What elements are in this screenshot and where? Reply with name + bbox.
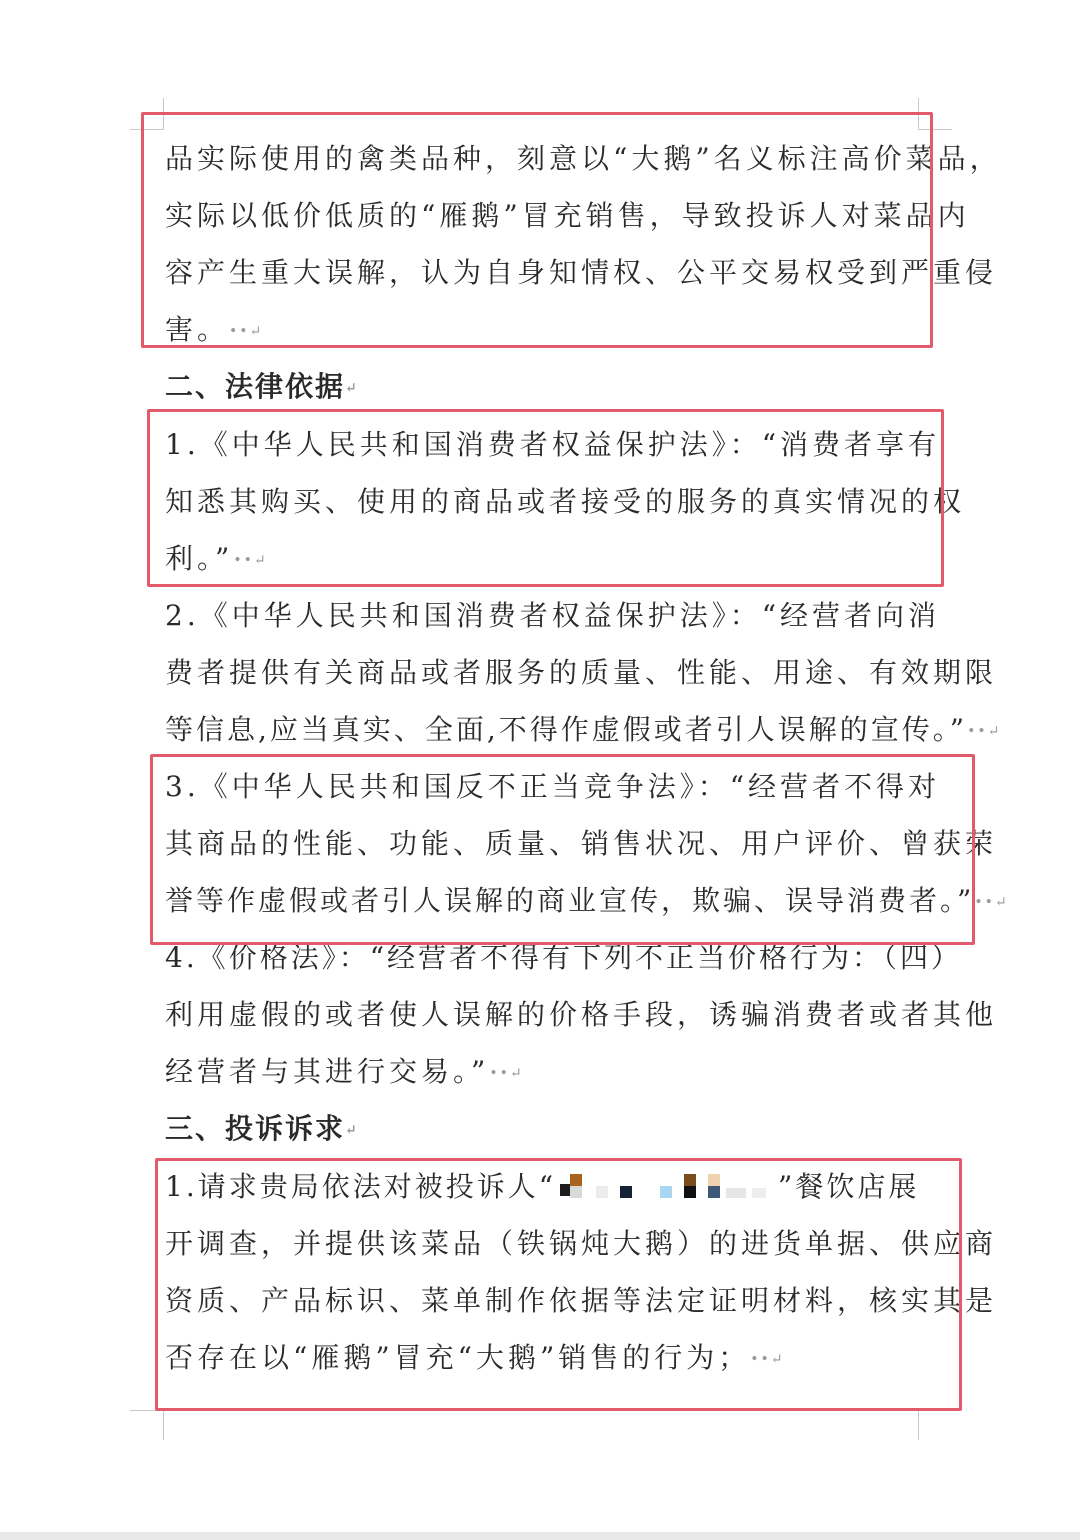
law-line: 利用虚假的或者使人误解的价格手段，诱骗消费者或者其他: [165, 998, 998, 1031]
space-dots-mark: ••: [233, 552, 254, 569]
law-line: 2.《中华人民共和国消费者权益保护法》：“经营者向消: [165, 599, 941, 632]
para-line: 品实际使用的禽类品种，刻意以“大鹅”名义标注高价菜品，: [165, 142, 1002, 175]
law-line-last: [165, 1054, 925, 1090]
para-line: 实际以低价低质的“雁鹅”冒充销售，导致投诉人对菜品内: [165, 199, 970, 232]
highlight-box-section1: [141, 112, 1002, 348]
law-line: 3.《中华人民共和国反不正当竞争法》：“经营者不得对: [165, 770, 941, 803]
paragraph-mark-icon: ↵: [987, 723, 1002, 740]
demand-text: 否存在以“雁鹅”冒充“大鹅”销售的行为；: [165, 1341, 751, 1374]
law-text: 利。”: [165, 542, 234, 575]
demand-text-prefix: 1.请求贵局依法对被投诉人“: [165, 1170, 557, 1203]
crop-mark-bottom-right-v: [918, 1410, 919, 1440]
law-text: 经营者与其进行交易。”: [165, 1055, 490, 1088]
heading-text: 二、法律依据: [165, 370, 346, 403]
demand-text-suffix: ”餐饮店展: [778, 1170, 920, 1203]
section-heading: [165, 369, 925, 405]
highlight-box-law1: [147, 409, 966, 587]
law-text: 誉等作虚假或者引人误解的商业宣传，欺骗、误导消费者。”: [165, 884, 975, 917]
law-text: 等信息,应当真实、全面,不得作虚假或者引人误解的宣传。”: [165, 713, 968, 746]
paragraph-mark-icon: ↵: [770, 1351, 785, 1368]
para-line: 容产生重大误解，认为自身知情权、公平交易权受到严重侵: [165, 256, 998, 289]
crop-mark-bottom-left-v: [163, 1410, 164, 1440]
space-dots-mark: ••: [489, 1065, 510, 1082]
paragraph-mark-icon: ↵: [509, 1065, 524, 1082]
paragraph-mark-icon: ↵: [345, 1122, 359, 1139]
highlight-box-demand1: [155, 1158, 998, 1411]
law-line: 1.《中华人民共和国消费者权益保护法》：“消费者享有: [165, 428, 941, 461]
paragraph-mark-icon: ↵: [253, 552, 268, 569]
highlight-box-law3: [150, 754, 998, 945]
space-dots-mark: ••: [974, 894, 995, 911]
law-line: 4.《价格法》：“经营者不得有下列不正当价格行为：（四）: [165, 941, 963, 974]
paragraph-mark-icon: ↵: [994, 894, 1009, 911]
section-heading: [165, 1111, 925, 1147]
heading-text: 三、投诉诉求: [165, 1112, 346, 1145]
law-line-last: [165, 712, 1002, 748]
space-dots-mark: ••: [229, 323, 250, 340]
para-text: 害。: [165, 313, 230, 346]
paragraph-mark-icon: ↵: [249, 323, 264, 340]
space-dots-mark: ••: [750, 1351, 771, 1368]
demand-line: 资质、产品标识、菜单制作依据等法定证明材料，核实其是: [165, 1284, 998, 1317]
law-line: 其商品的性能、功能、质量、销售状况、用户评价、曾获荣: [165, 827, 998, 860]
law-line: 知悉其购买、使用的商品或者接受的服务的真实情况的权: [165, 485, 966, 518]
space-dots-mark: ••: [967, 723, 988, 740]
demand-line: 开调查，并提供该菜品（铁锅炖大鹅）的进货单据、供应商: [165, 1227, 998, 1260]
page-bottom-edge: [0, 1532, 1080, 1540]
paragraph-mark-icon: ↵: [345, 380, 359, 397]
law-line: 费者提供有关商品或者服务的质量、性能、用途、有效期限: [165, 656, 998, 689]
